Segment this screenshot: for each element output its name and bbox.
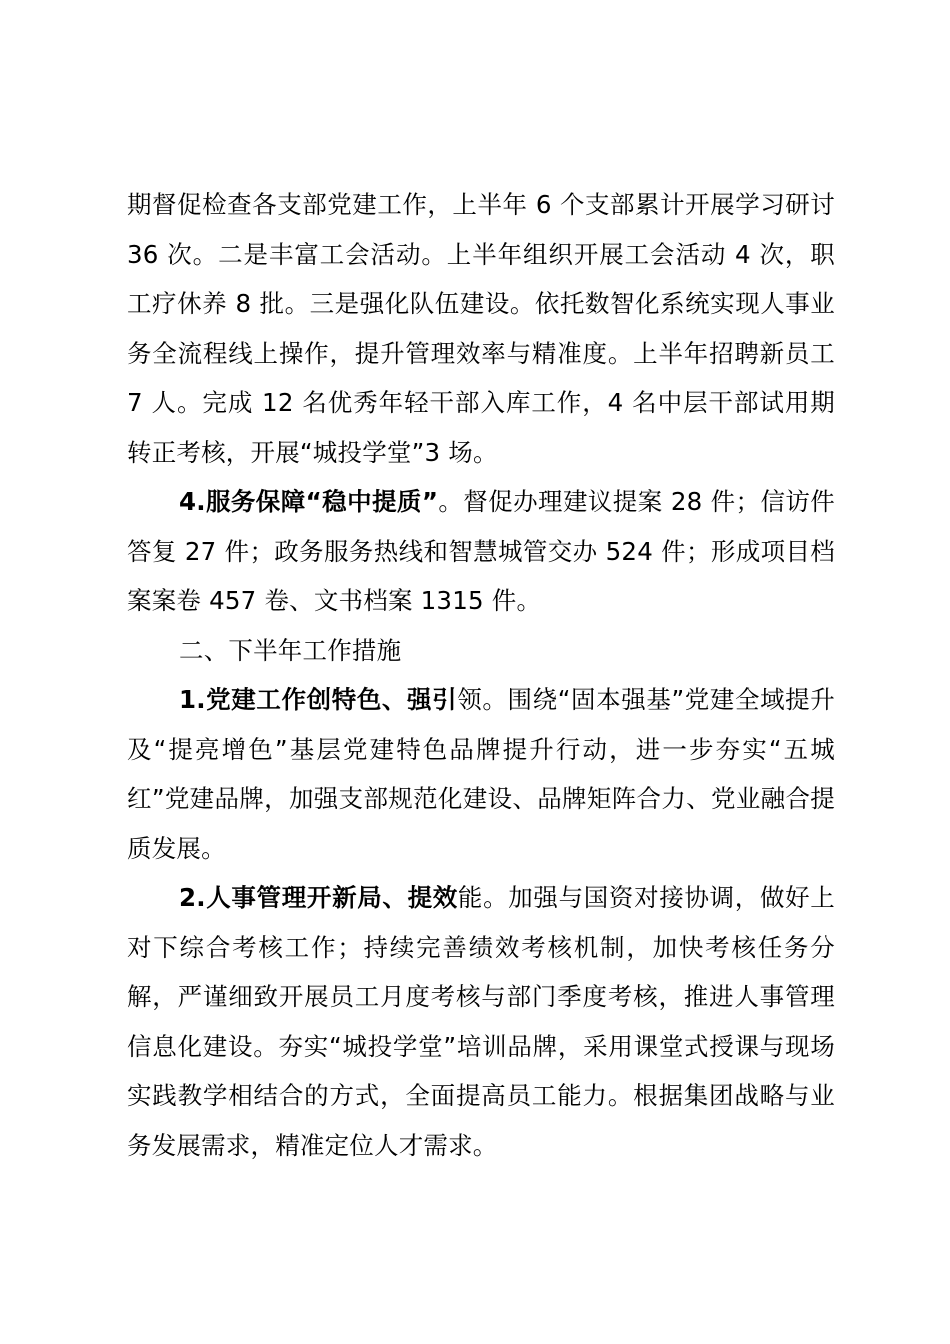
paragraph-lead: 2.人事管理开新局、提效 [179,883,458,912]
section-heading-text: 二、下半年工作措施 [179,635,402,665]
paragraph-service-support [127,477,835,626]
document-body [127,180,835,1170]
paragraph-text: 领。围绕“固本强基”党建全域提升及“提亮增色”基层党建特色品牌提升行动，进一步夯实“五城红”党建品牌，加强支部规范化建设、品牌矩阵合力、党业融合提质发展。 [127,685,835,863]
paragraph-text: 。督促办理建议提案 28 件；信访件答复 27 件；政务服务热线和智慧城管交办 524 件；形成项目档案案卷 457 卷、文书档案 1315 件。 [127,487,835,615]
paragraph-text: 能。加强与国资对接协调，做好上对下综合考核工作；持续完善绩效考核机制，加快考核任务分解，严谨细致开展员工月度考核与部门季度考核，推进人事管理信息化建设。夯实“城投学堂”培训品牌，采用课堂式授课与现场实践教学相结合的方式，全面提高员工能力。根据集团战略与业务发展需求，精准定位人才需求。 [127,883,835,1160]
paragraph-team-building [127,180,835,477]
paragraph-party-building [127,675,835,873]
paragraph-hr-management [127,873,835,1170]
section-heading [127,626,835,676]
paragraph-lead: 1.党建工作创特色、强引 [179,685,458,714]
paragraph-lead: 4.服务保障“稳中提质” [179,487,439,516]
paragraph-text: 期督促检查各支部党建工作，上半年 6 个支部累计开展学习研讨 36 次。二是丰富工会活动。上半年组织开展工会活动 4 次，职工疗休养 8 批。三是强化队伍建设。依托数智化系统实现人事业务全流程线上操作，提升管理效率与精准度。上半年招聘新员工 7 人。完成 12 名优秀年轻干部入库工作，4 名中层干部试用期转正考核，开展“城投学堂”3 场。 [127,190,835,467]
